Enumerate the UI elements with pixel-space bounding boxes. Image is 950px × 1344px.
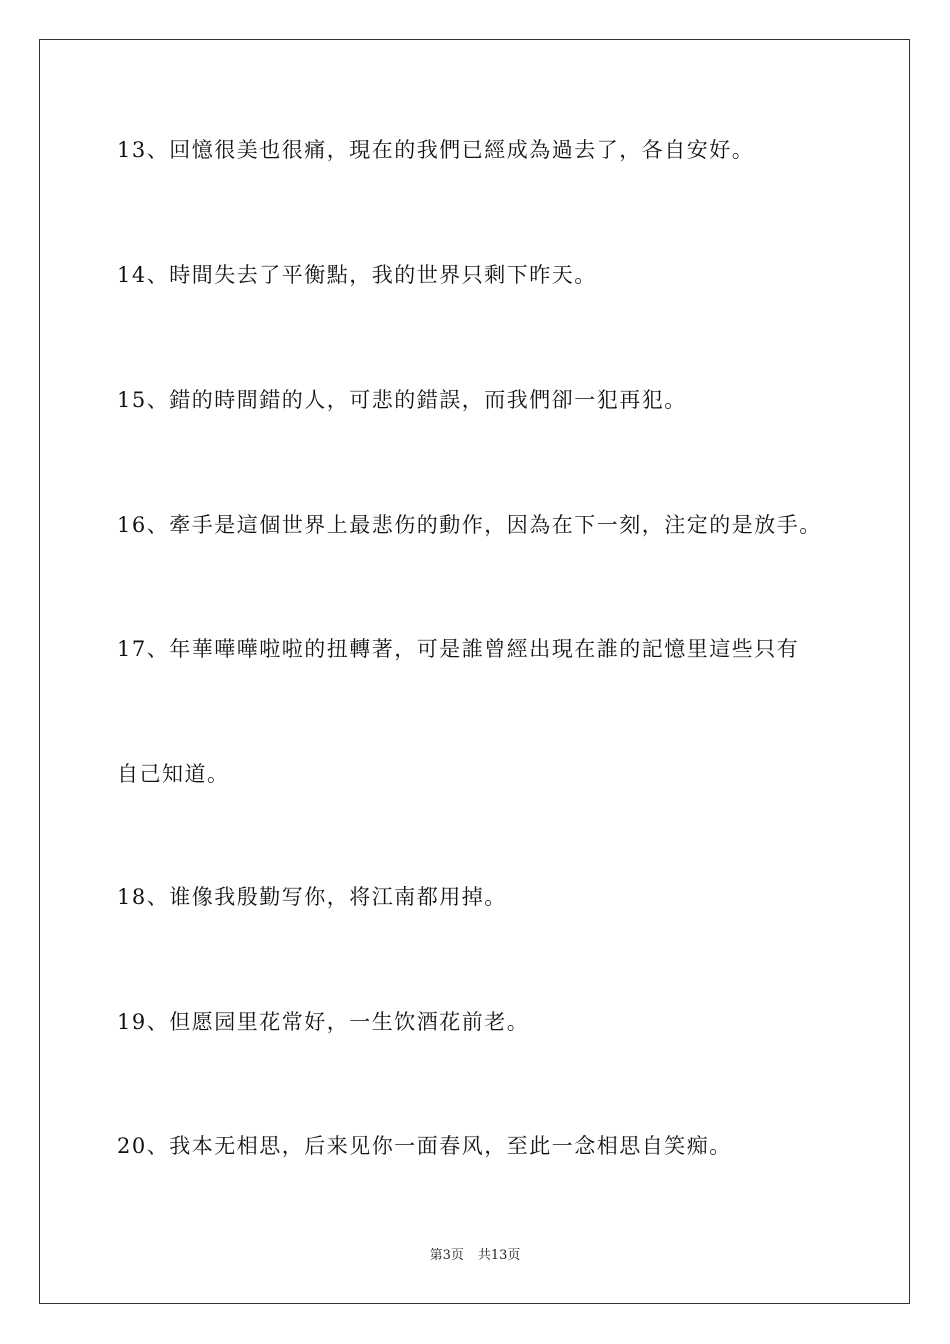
text-line: 13、回憶很美也很痛，現在的我們已經成為過去了，各自安好。	[117, 138, 755, 162]
total-pages: 共13页	[477, 1248, 521, 1263]
text-line: 18、谁像我殷勤写你，将江南都用掉。	[117, 885, 507, 909]
text-line: 16、牽手是這個世界上最悲伤的動作，因為在下一刻，注定的是放手。	[117, 513, 822, 537]
text-line: 自己知道。	[117, 762, 230, 786]
text-line: 14、時間失去了平衡點，我的世界只剩下昨天。	[117, 263, 597, 287]
page-frame	[39, 39, 910, 1304]
page-number: 第3页	[429, 1248, 464, 1263]
text-line: 19、但愿园里花常好，一生饮酒花前老。	[117, 1010, 530, 1034]
text-line: 17、年華嘩嘩啦啦的扭轉著，可是誰曾經出現在誰的記憶里這些只有	[117, 637, 800, 661]
page-footer	[0, 1248, 950, 1264]
text-line: 20、我本无相思，后来见你一面春风，至此一念相思自笑痴。	[117, 1134, 732, 1158]
text-line: 15、錯的時間錯的人，可悲的錯誤，而我們卻一犯再犯。	[117, 388, 687, 412]
